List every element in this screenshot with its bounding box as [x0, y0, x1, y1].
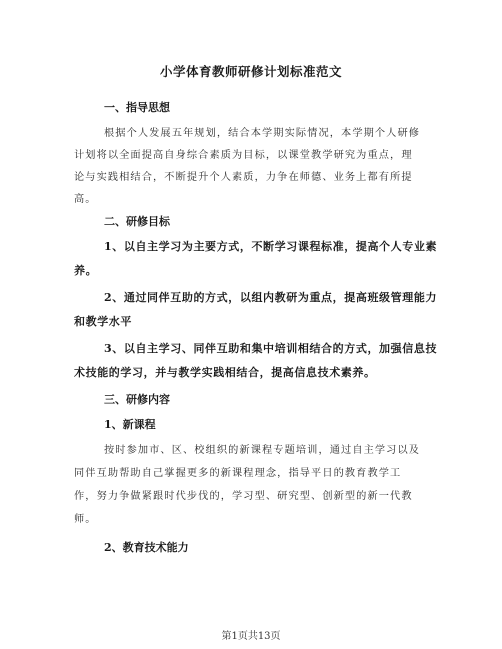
goal-item-continued: 术技能的学习，并与教学实践相结合，提高信息技术素养。	[74, 366, 376, 379]
paragraph-line: 根据个人发展五年规划，结合本学期实际情况，本学期个人研修	[104, 128, 421, 139]
page-number-footer: 第1页共13页	[221, 631, 281, 642]
goal-item-continued: 和教学水平	[74, 315, 132, 328]
paragraph-line: 同伴互助帮助自己掌握更多的新课程理念，指导平日的教育教学工	[74, 468, 402, 479]
paragraph-line: 论与实践相结合，不断提升个人素质，力争在师德、业务上都有所提	[74, 172, 413, 183]
paragraph-line: 师。	[74, 514, 97, 525]
goal-item-continued: 养。	[74, 264, 98, 277]
section-heading-content: 三、研修内容	[104, 393, 170, 406]
paragraph-line: 按时参加市、区、校组织的新课程专题培训，通过自主学习以及	[104, 445, 421, 456]
subsection-heading-edu-tech: 2、教育技术能力	[104, 541, 189, 554]
goal-item: 1、以自主学习为主要方式，不断学习课程标准，提高个人专业素	[104, 240, 438, 253]
paragraph-line: 计划将以全面提高自身综合素质为目标，以课堂教学研究为重点，理	[74, 150, 413, 161]
section-heading-goals: 二、研修目标	[104, 215, 170, 228]
paragraph-line: 作，努力争做紧跟时代步伐的，学习型、研究型、创新型的新一代教	[74, 491, 413, 502]
document-title: 小学体育教师研修计划标准范文	[159, 64, 342, 79]
goal-item: 2、通过同伴互助的方式，以组内教研为重点，提高班级管理能力	[104, 291, 438, 304]
section-heading-guiding-ideology: 一、指导思想	[104, 101, 170, 114]
subsection-heading-new-curriculum: 1、新课程	[104, 418, 156, 431]
goal-item: 3、以自主学习、同伴互助和集中培训相结合的方式，加强信息技	[104, 342, 438, 355]
paragraph-line: 高。	[74, 194, 97, 205]
